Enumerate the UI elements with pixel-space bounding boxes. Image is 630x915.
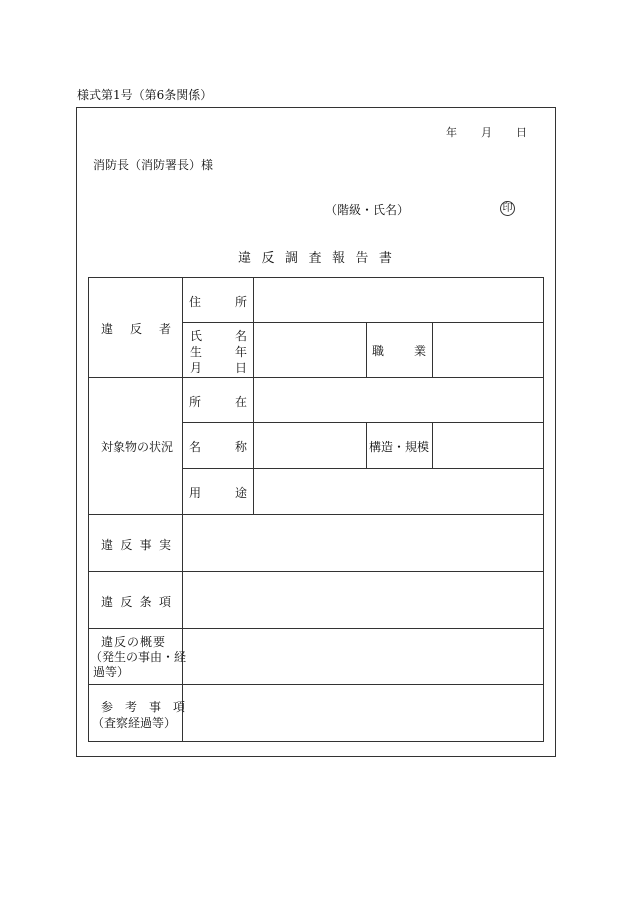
summary-label-line3: 過等） <box>93 665 130 679</box>
summary-label-line2: （発生の事由・経 <box>90 650 187 664</box>
address-label: 住 所 <box>189 295 247 309</box>
birthdate-label-line2: 月 日 <box>190 361 247 375</box>
seal-icon: 印 <box>500 201 515 216</box>
violator-heading: 違 反 者 <box>101 322 171 336</box>
summary-label-line1: 違反の概要 <box>101 635 167 649</box>
location-label: 所 在 <box>189 395 247 409</box>
object-name-label: 名 称 <box>189 440 247 454</box>
violated-clauses-label: 違 反 条 項 <box>101 595 171 609</box>
name-label: 氏 名 <box>190 329 247 343</box>
form-number: 様式第1号（第6条関係） <box>77 88 213 102</box>
reference-label-line1: 参 考 事 項 <box>101 700 186 714</box>
birthdate-label-line1: 生 年 <box>190 345 247 359</box>
reporter-label: （階級・氏名） <box>325 203 410 217</box>
date-day-label: 日 <box>516 126 527 139</box>
date-month-label: 月 <box>481 126 492 139</box>
document-title: 違 反 調 査 報 告 書 <box>238 251 392 266</box>
occupation-label: 職 業 <box>372 344 426 358</box>
violation-facts-label: 違 反 事 実 <box>101 538 171 552</box>
use-label: 用 途 <box>189 486 247 500</box>
date-year-label: 年 <box>446 126 457 139</box>
recipient-name: 消防長（消防署長） <box>93 158 202 172</box>
structure-scale-label: 構造・規模 <box>369 440 430 454</box>
object-status-heading: 対象物の状況 <box>101 440 174 454</box>
reference-label-line2: （査察経過等） <box>92 716 177 730</box>
recipient-honorific: 様 <box>201 158 214 172</box>
